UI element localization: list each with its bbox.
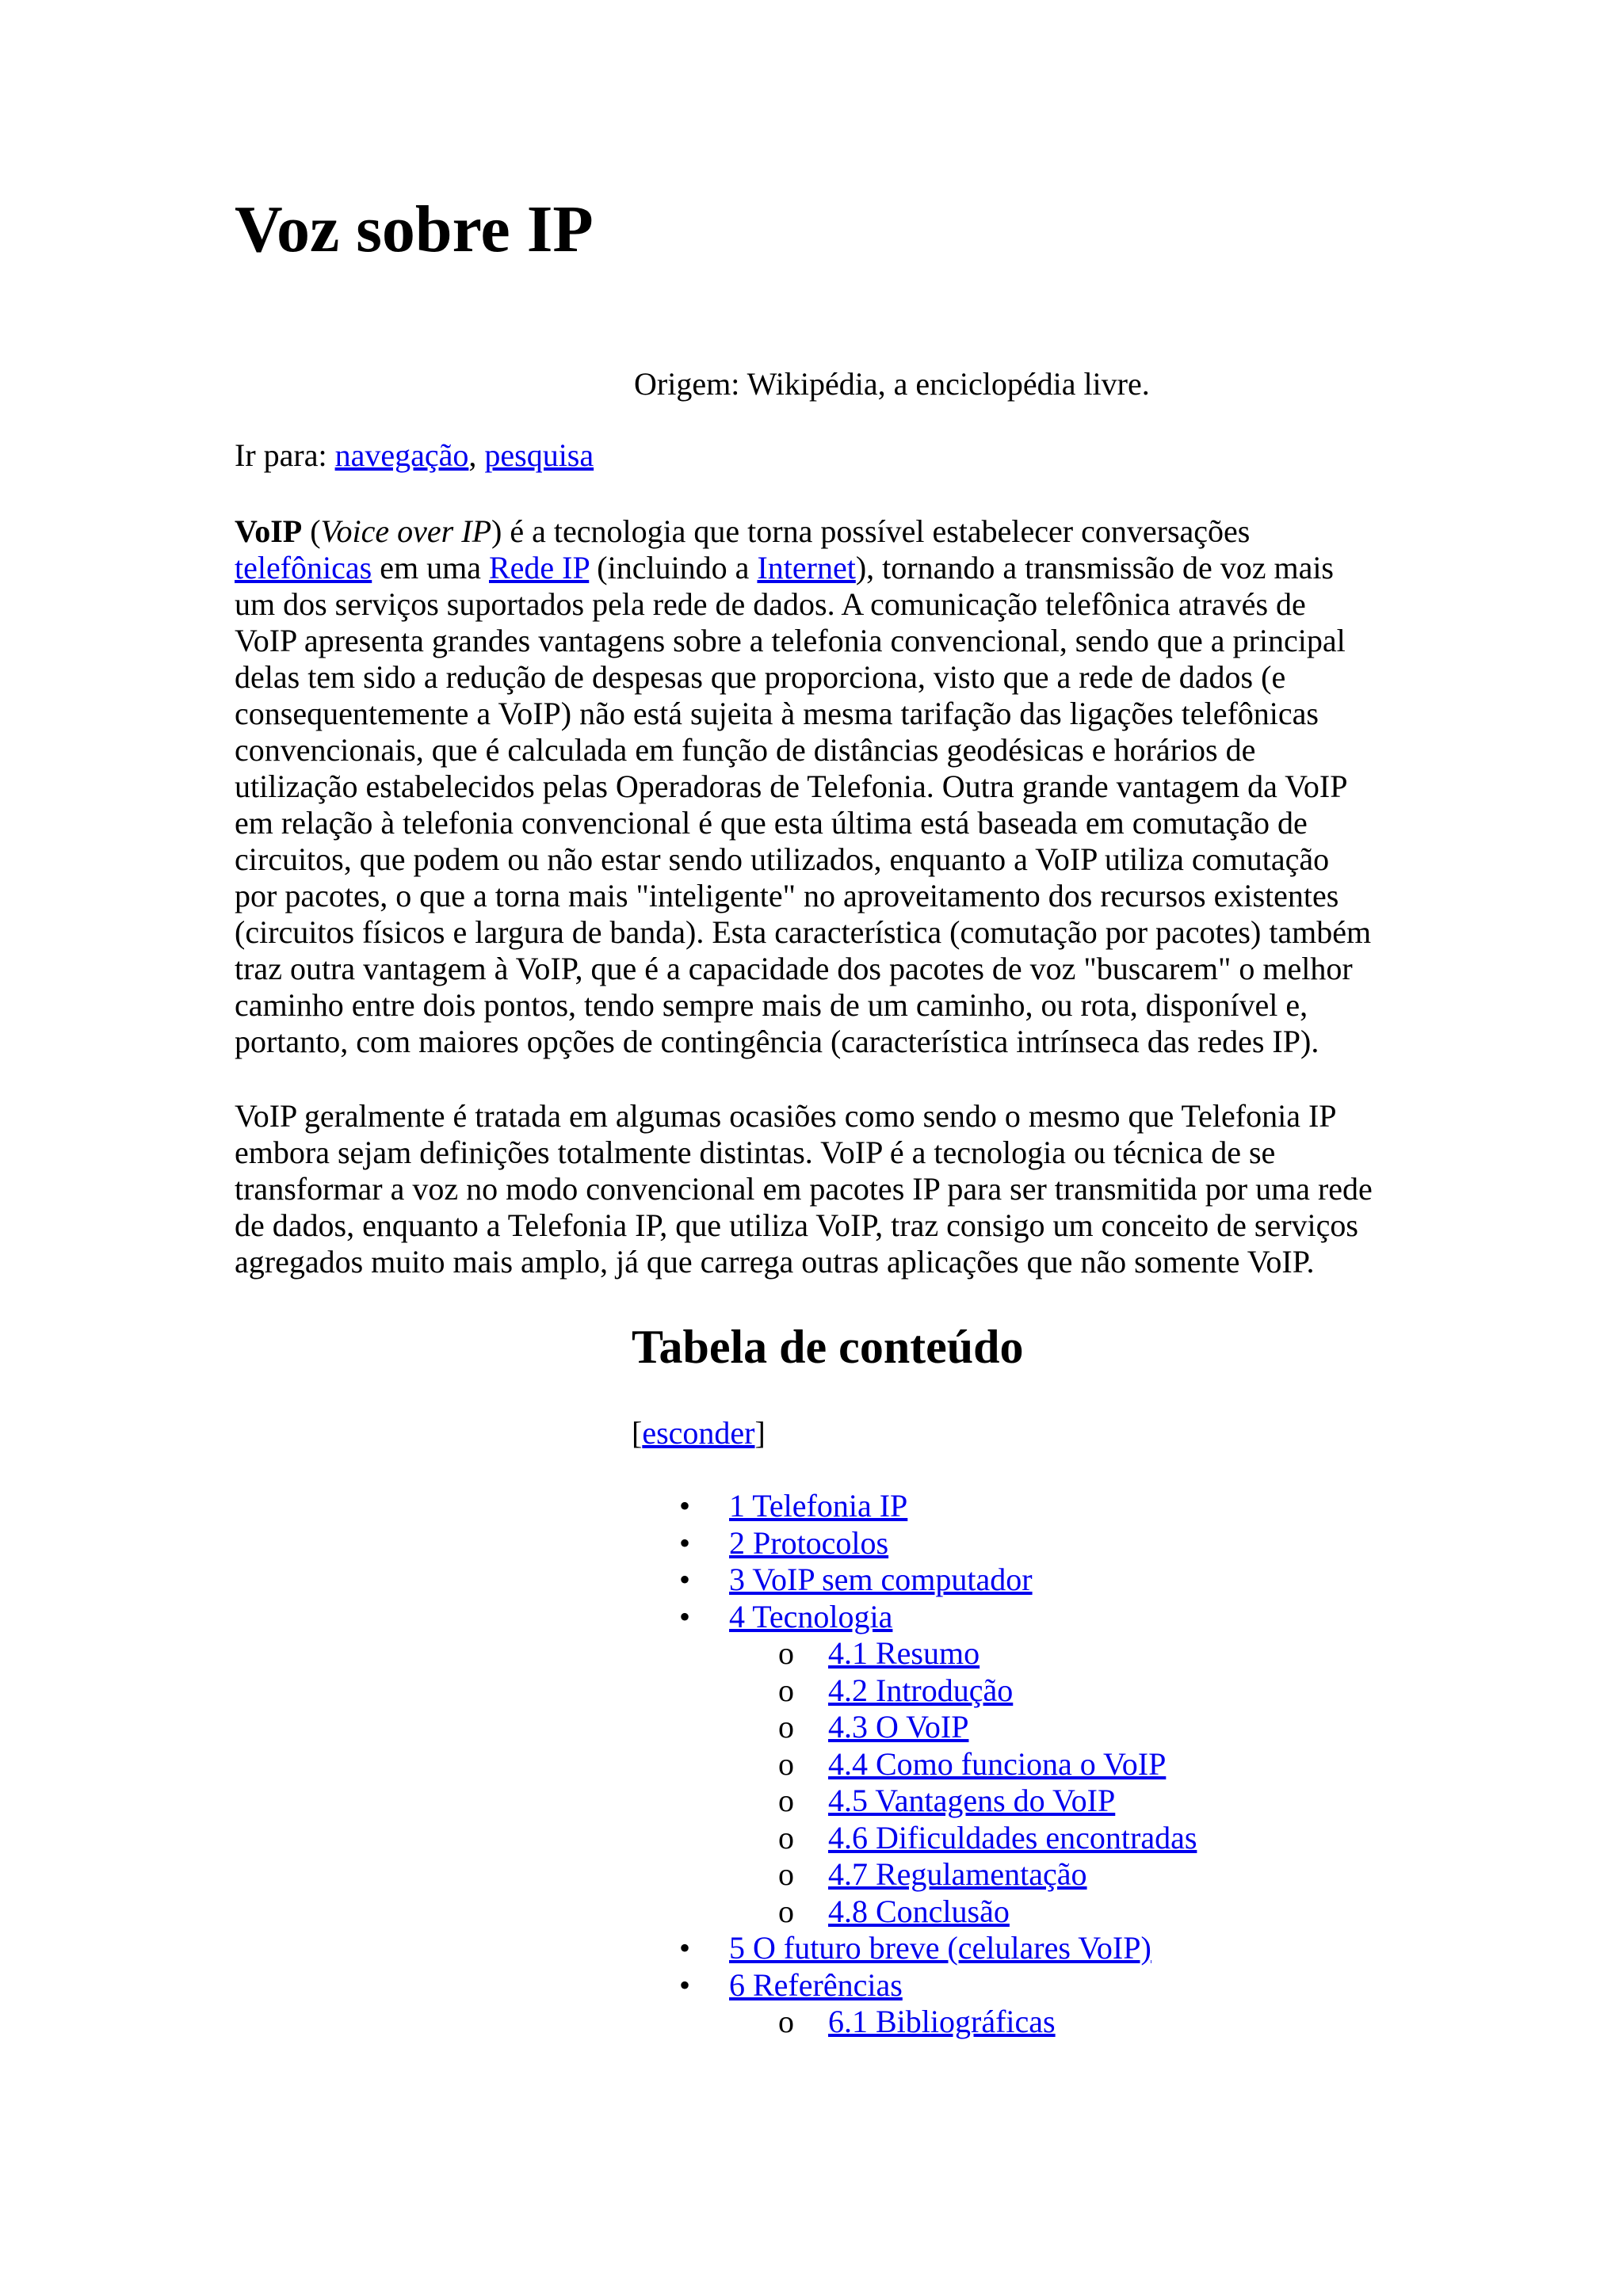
paragraph-line: convencionais, que é calculada em função de distâncias geodésicas e horários de	[235, 732, 1256, 768]
telefonicas-link[interactable]: telefônicas	[235, 550, 372, 585]
toc-item	[0, 1488, 1623, 1525]
second-paragraph	[235, 1098, 1400, 1280]
internet-link[interactable]: Internet	[757, 550, 856, 585]
toc-link[interactable]: 4.8 Conclusão	[828, 1893, 1010, 1929]
bullet-icon: •	[679, 1524, 691, 1561]
bullet-icon: •	[679, 1488, 691, 1524]
toc-link[interactable]: 6.1 Bibliográficas	[828, 2004, 1056, 2039]
toc-item	[0, 1562, 1623, 1599]
toc-item	[0, 1746, 1623, 1783]
toc-title: Tabela de conteúdo	[632, 1321, 1024, 1373]
toc-link[interactable]: 4.1 Resumo	[828, 1635, 980, 1671]
circle-bullet-icon: o	[778, 1856, 794, 1892]
voice-over-ip-term: Voice over IP	[320, 513, 491, 549]
paragraph-line: agregados muito mais amplo, já que carrega outras aplicações que não somente VoIP.	[235, 1244, 1315, 1280]
toc-link[interactable]: 1 Telefonia IP	[729, 1488, 908, 1524]
toc-item	[0, 1709, 1623, 1746]
circle-bullet-icon: o	[778, 1672, 794, 1708]
toc-link[interactable]: 4 Tecnologia	[729, 1598, 893, 1634]
paragraph-lines	[235, 586, 1400, 1060]
toc-link[interactable]: 2 Protocolos	[729, 1524, 889, 1561]
circle-bullet-icon: o	[778, 1783, 794, 1818]
circle-bullet-icon: o	[778, 2004, 794, 2039]
paragraph-line: em relação à telefonia convencional é que esta última está baseada em comutação de	[235, 805, 1308, 841]
toc-item	[0, 1635, 1623, 1672]
paragraph-line: portanto, com maiores opções de contingência (característica intrínseca das redes IP).	[235, 1024, 1319, 1059]
intro-text: ), tornando a transmissão de voz mais	[855, 550, 1334, 585]
paragraph-line: um dos serviços suportados pela rede de dados. A comunicação telefônica através de	[235, 586, 1306, 622]
intro-text: em uma	[372, 550, 489, 585]
navigation-link[interactable]: navegação	[334, 437, 469, 473]
toc-link[interactable]: 6 Referências	[729, 1966, 903, 2003]
toc-item	[0, 1820, 1623, 1857]
toc-link[interactable]: 4.7 Regulamentação	[828, 1856, 1087, 1892]
intro-text: (incluindo a	[589, 550, 758, 585]
page-title: Voz sobre IP	[235, 193, 594, 266]
paren-open: (	[302, 513, 321, 549]
paragraph-line: delas tem sido a redução de despesas que proporciona, visto que a rede de dados (e	[235, 659, 1286, 695]
toc-item	[0, 1967, 1623, 2004]
intro-paragraph	[235, 513, 1400, 1060]
paragraph-line: de dados, enquanto a Telefonia IP, que utiliza VoIP, traz consigo um conceito de serviços	[235, 1207, 1358, 1243]
paragraph-line: consequentemente a VoIP) não está sujeita à mesma tarifação das ligações telefônicas	[235, 696, 1319, 731]
hide-toc-link[interactable]: esconder	[642, 1415, 755, 1451]
toc-list	[0, 1488, 1623, 2041]
paragraph-line: VoIP geralmente é tratada em algumas ocasiões como sendo o mesmo que Telefonia IP	[235, 1098, 1337, 1134]
toc-item	[0, 1783, 1623, 1820]
jump-links	[235, 437, 594, 474]
paragraph-line: por pacotes, o que a torna mais "inteligente" no aproveitamento dos recursos existentes	[235, 878, 1339, 913]
paragraph-line: transformar a voz no modo convencional em pacotes IP para ser transmitida por uma rede	[235, 1171, 1373, 1207]
toc-item	[0, 2004, 1623, 2041]
toc-item	[0, 1856, 1623, 1894]
jump-prefix: Ir para:	[235, 437, 335, 473]
bullet-icon: •	[679, 1562, 691, 1597]
paragraph-line: VoIP apresenta grandes vantagens sobre a telefonia convencional, sendo que a principal	[235, 623, 1346, 658]
origin-note: Origem: Wikipédia, a enciclopédia livre.	[634, 366, 1150, 402]
toc-item	[0, 1599, 1623, 1636]
circle-bullet-icon: o	[778, 1745, 794, 1782]
toc-item	[0, 1525, 1623, 1562]
toc-link[interactable]: 4.4 Como funciona o VoIP	[828, 1745, 1167, 1782]
intro-text: ) é a tecnologia que torna possível estabelecer conversações	[491, 513, 1251, 549]
paragraph-line	[235, 513, 1400, 550]
circle-bullet-icon: o	[778, 1893, 794, 1929]
paragraph-line: embora sejam definições totalmente distintas. VoIP é a tecnologia ou técnica de se	[235, 1135, 1276, 1170]
toggle-bracket-open: [	[632, 1415, 643, 1451]
toc-link[interactable]: 3 VoIP sem computador	[729, 1562, 1033, 1597]
paragraph-line: utilização estabelecidos pelas Operadoras de Telefonia. Outra grande vantagem da VoIP	[235, 769, 1348, 804]
toc-toggle	[632, 1415, 766, 1451]
toc-link[interactable]: 4.5 Vantagens do VoIP	[828, 1783, 1116, 1818]
toggle-bracket-close: ]	[754, 1415, 766, 1451]
toc-link[interactable]: 5 O futuro breve (celulares VoIP)	[729, 1930, 1151, 1966]
circle-bullet-icon: o	[778, 1635, 794, 1671]
toc-link[interactable]: 4.3 O VoIP	[828, 1709, 969, 1745]
toc-item	[0, 1930, 1623, 1967]
bullet-icon: •	[679, 1930, 691, 1966]
toc-item	[0, 1672, 1623, 1710]
paragraph-line	[235, 550, 1400, 586]
circle-bullet-icon: o	[778, 1709, 794, 1745]
paragraph-line: caminho entre dois pontos, tendo sempre mais de um caminho, ou rota, disponível e,	[235, 987, 1308, 1023]
bullet-icon: •	[679, 1966, 691, 2003]
jump-separator: ,	[468, 437, 485, 473]
paragraph-line: (circuitos físicos e largura de banda). Esta característica (comutação por pacotes) também	[235, 914, 1372, 950]
rede-ip-link[interactable]: Rede IP	[488, 550, 590, 585]
bullet-icon: •	[679, 1598, 691, 1634]
search-link[interactable]: pesquisa	[484, 437, 594, 473]
toc-link[interactable]: 4.6 Dificuldades encontradas	[828, 1819, 1197, 1855]
paragraph-line: circuitos, que podem ou não estar sendo utilizados, enquanto a VoIP utiliza comutação	[235, 841, 1330, 877]
paragraph-line: traz outra vantagem à VoIP, que é a capacidade dos pacotes de voz "buscarem" o melhor	[235, 951, 1353, 986]
voip-term: VoIP	[235, 513, 303, 549]
toc-item	[0, 1894, 1623, 1931]
toc-link[interactable]: 4.2 Introdução	[828, 1672, 1014, 1708]
circle-bullet-icon: o	[778, 1819, 794, 1855]
